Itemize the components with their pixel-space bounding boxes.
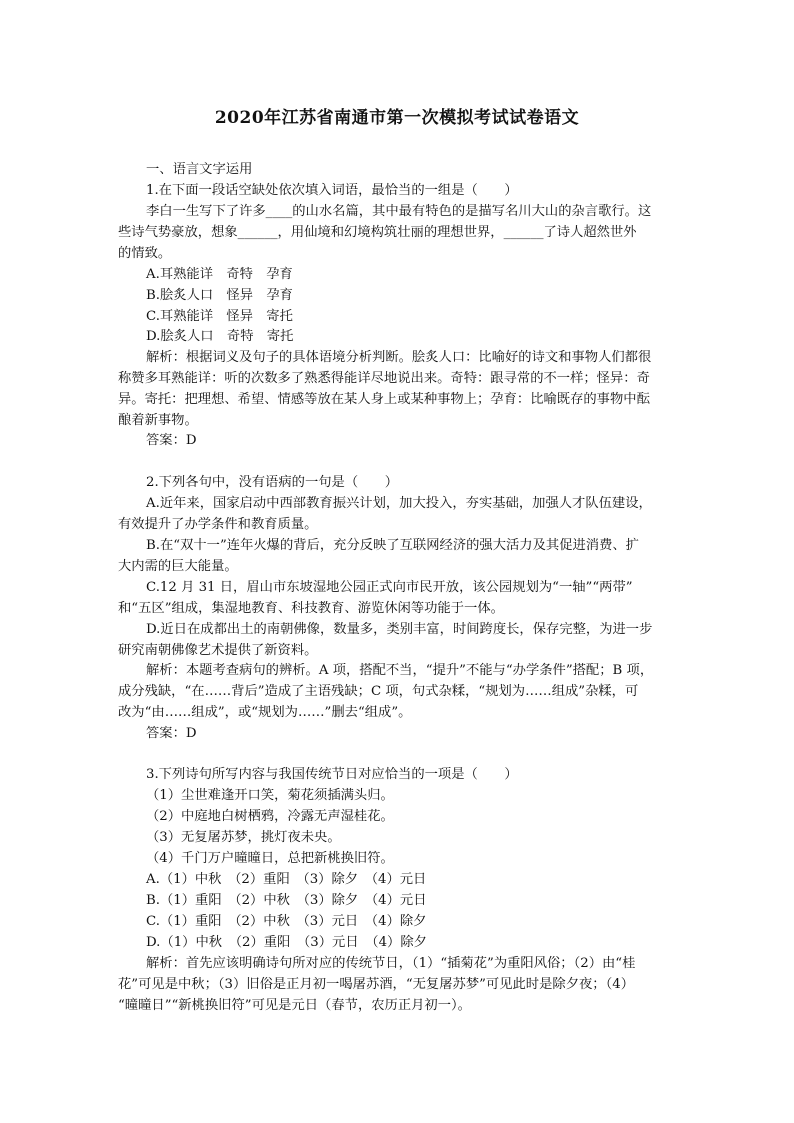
- q3-poem-line: （1）尘世难逢开口笑，菊花须插满头归。: [146, 788, 394, 803]
- section-heading: 一、语言文字运用: [146, 162, 253, 177]
- q2-option-d-cont: 研究南朝佛像艺术提供了新资料。: [118, 643, 318, 658]
- q1-passage-line: 些诗气势豪放，想象______，用仙境和幻境构筑壮丽的理想世界，______了诗人超然世外: [118, 225, 637, 240]
- q2-explanation-line: 解析：本题考查病句的辨析。A 项，搭配不当，“提升”不能与“办学条件”搭配；B 项，: [146, 663, 654, 678]
- q2-option-b: B.在“双十一”连年火爆的背后，充分反映了互联网经济的强大活力及其促进消费、扩: [146, 538, 639, 553]
- q3-option-c: C.（1）重阳 （2）中秋 （3）元日 （4）除夕: [146, 914, 427, 929]
- q1-explanation-line: 酿着新事物。: [118, 413, 198, 428]
- q2-explanation-line: 改为“由……组成”，或“规划为……”删去“组成”。: [118, 705, 412, 720]
- q3-poem-line: （3）无复屠苏梦，挑灯夜未央。: [146, 830, 341, 845]
- q2-explanation-line: 成分残缺，“在……背后”造成了主语残缺；C 项，句式杂糅，“规划为……组成”杂糅，可: [118, 684, 639, 699]
- q1-option-d: D.脍炙人口 奇特 寄托: [146, 329, 294, 344]
- q3-explanation-line: 解析：首先应该明确诗句所对应的传统节日，（1）“插菊花”为重阳风俗；（2）由“桂: [146, 956, 636, 971]
- q1-option-a: A.耳熟能详 奇特 孕育: [146, 267, 293, 282]
- q1-passage-line: 的情致。: [118, 246, 172, 261]
- q1-explanation-line: 称赞多耳熟能详：听的次数多了熟悉得能详尽地说出来。奇特：跟寻常的不一样；怪异：奇: [118, 371, 650, 386]
- q2-stem: 2.下列各句中，没有语病的一句是（ ）: [146, 475, 399, 490]
- q2-answer: 答案：D: [146, 726, 197, 741]
- q1-answer: 答案：D: [146, 433, 197, 448]
- q2-option-d: D.近日在成都出土的南朝佛像，数量多，类别丰富，时间跨度长，保存完整，为进一步: [146, 622, 653, 637]
- q2-option-c: C.12 月 31 日，眉山市东坡湿地公园正式向市民开放，该公园规划为“一轴”“两带”: [146, 580, 633, 595]
- q3-stem: 3.下列诗句所写内容与我国传统节日对应恰当的一项是（ ）: [146, 767, 518, 782]
- q3-option-a: A.（1）中秋 （2）重阳 （3）除夕 （4）元日: [146, 872, 427, 887]
- q3-explanation-line: “曈曈日”“新桃换旧符”可见是元日（春节，农历正月初一）。: [118, 998, 471, 1013]
- q3-poem-line: （4）千门万户曈曈日，总把新桃换旧符。: [146, 851, 394, 866]
- q2-option-c-cont: 和“五区”组成，集湿地教育、科技教育、游览休闲等功能于一体。: [118, 601, 504, 616]
- document-title: 2020年江苏省南通市第一次模拟考试试卷语文: [214, 108, 580, 128]
- q1-passage-line: 李白一生写下了许多____的山水名篇，其中最有特色的是描写名川大山的杂言歌行。这: [146, 204, 652, 219]
- q2-option-a: A.近年来，国家启动中西部教育振兴计划，加大投入，夯实基础，加强人才队伍建设，: [146, 496, 652, 511]
- q1-option-c: C.耳熟能详 怪异 寄托: [146, 309, 293, 324]
- q3-explanation-line: 花”可见是中秋；（3）旧俗是正月初一喝屠苏酒，“无复屠苏梦”可见此时是除夕夜；（4）: [118, 977, 634, 992]
- q2-option-b-cont: 大内需的巨大能量。: [118, 559, 238, 574]
- q2-option-a-cont: 有效提升了办学条件和教育质量。: [118, 517, 318, 532]
- q1-explanation-line: 解析：根据词义及句子的具体语境分析判断。脍炙人口：比喻好的诗文和事物人们都很: [146, 350, 652, 365]
- q1-explanation-line: 异。寄托：把理想、希望、情感等放在某人身上或某种事物上；孕育：比喻既存的事物中酝: [118, 392, 650, 407]
- q1-stem: 1.在下面一段话空缺处依次填入词语，最恰当的一组是（ ）: [146, 183, 518, 198]
- q3-option-d: D.（1）中秋 （2）重阳 （3）元日 （4）除夕: [146, 935, 427, 950]
- q3-option-b: B.（1）重阳 （2）中秋 （3）除夕 （4）元日: [146, 893, 427, 908]
- q3-poem-line: （2）中庭地白树栖鸦，冷露无声湿桂花。: [146, 809, 394, 824]
- q1-option-b: B.脍炙人口 怪异 孕育: [146, 288, 293, 303]
